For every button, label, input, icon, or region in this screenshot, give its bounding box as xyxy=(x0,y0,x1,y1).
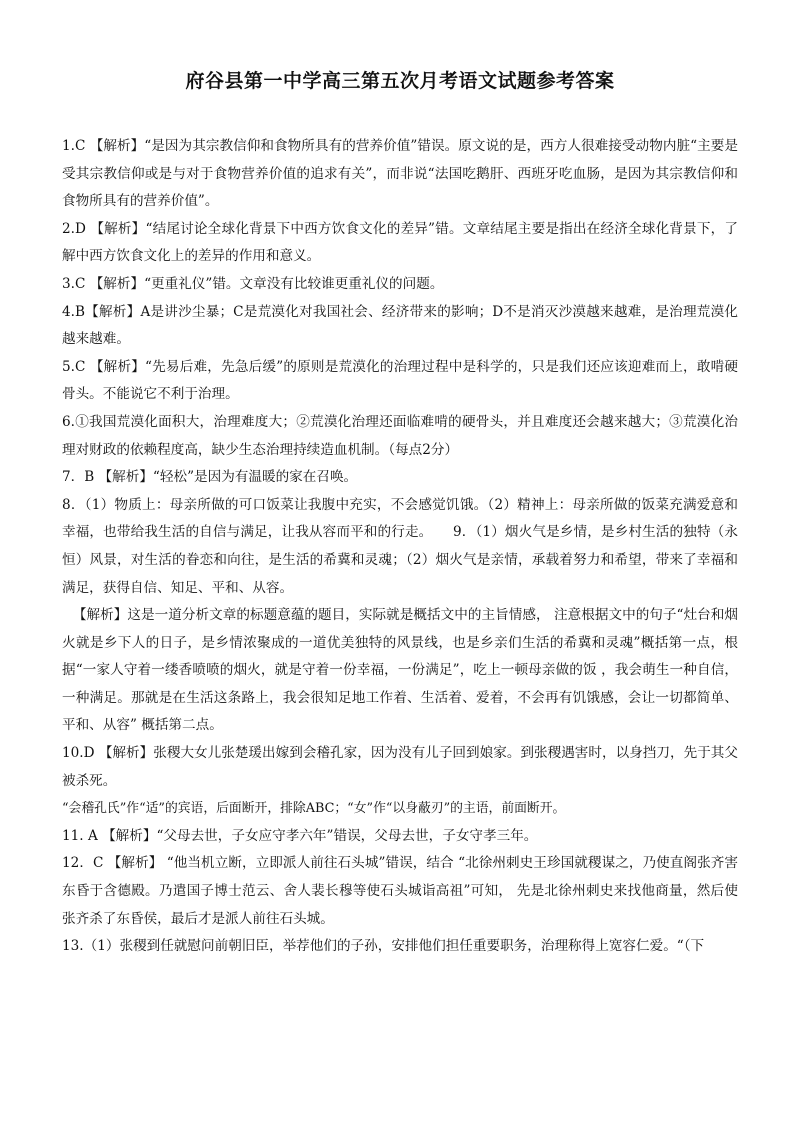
answer-10: 10.D 【解析】张稷大女儿张楚瑗出嫁到会稽孔家，因为没有儿子回到娘家。到张稷遇害时，以身挡刀，先于其父被杀死。 xyxy=(62,745,738,789)
answer-1: 1.C 【解析】“是因为其宗教信仰和食物所具有的营养价值”错误。原文说的是，西方人很难接受动物内脏“主要是受其宗教信仰或是与对于食物营养价值的追求有关”，而非说“法国吃鹅肝、西班牙吃血肠，是因为其宗教信仰和食物所具有的营养价值”。 xyxy=(62,138,738,210)
answer-9-analysis: 【解析】这是一道分析文章的标题意蕴的题目，实际就是概括文中的主旨情感， 注意根据文中的句子“灶台和烟火就是乡下人的日子，是乡情浓聚成的一道优美独特的风景线，也是乡亲们生活的希冀和灵魂”概括第一点，根据“一家人守着一缕香喷喷的烟火，就是守着一份幸福，一份满足”，吃上一顿母亲做的饭 ，我会萌生一种自信，一种满足。那就是在生活这条路上，我会很知足地工作着、生活着、爱着，不会再有饥饿感，会让一切都简单、平和、从容” 概括第二点。 xyxy=(62,607,738,734)
answer-8-9: 8．（1）物质上：母亲所做的可口饭菜让我腹中充实，不会感觉饥饿。（2）精神上：母亲所做的饭菜充满爱意和幸福，也带给我生活的自信与满足，让我从容而平和的行走。 9．（1）烟火气是乡情，是乡村生活的独特（永恒）风景，对生活的眷恋和向往，是生活的希冀和灵魂；（2）烟火气是亲情，承载着努力和希望，带来了幸福和满足，获得自信、知足、平和、从容。 xyxy=(62,496,738,596)
answer-2: 2.D 【解析】“结尾讨论全球化背景下中西方饮食文化的差异”错。文章结尾主要是指出在经济全球化背景下，了解中西方饮食文化上的差异的作用和意义。 xyxy=(62,220,738,265)
page-title: 府谷县第一中学高三第五次月考语文试题参考答案 xyxy=(185,70,615,92)
answer-7: 7．B 【解析】“轻松”是因为有温暖的家在召唤。 xyxy=(62,469,358,486)
answer-13: 13.（1）张稷到任就慰问前朝旧臣，举荐他们的子孙，安排他们担任重要职务，治理称得上宽容仁爱。“（下 xyxy=(62,938,705,955)
answer-10-note: “会稽孔氏”作“适”的宾语，后面断开，排除ABC；“女”作“以身蔽刃”的主语，前面断开。 xyxy=(62,801,566,817)
answer-12: 12．C 【解析】 “他当机立断，立即派人前往石头城”错误，结合 “北徐州刺史王珍国就稷谋之，乃使直阁张齐害东昏于含德殿。乃遣国子博士范云、舍人裴长穆等使石头城诣高祖”可知， 先是北徐州刺史来找他商量，然后使张齐杀了东昏侯，最后才是派人前往石头城。 xyxy=(62,855,738,927)
answer-4: 4.B【解析】A是讲沙尘暴；C是荒漠化对我国社会、经济带来的影响；D不是消灭沙漠越来越难，是治理荒漠化越来越难。 xyxy=(62,303,738,348)
answer-5: 5.C 【解析】“先易后难，先急后缓”的原则是荒漠化的治理过程中是科学的，只是我们还应该迎难而上，敢啃硬骨头。不能说它不利于治理。 xyxy=(62,358,738,403)
answer-3: 3.C 【解析】“更重礼仪”错。文章没有比较谁更重礼仪的问题。 xyxy=(62,275,444,292)
answer-11: 11. A 【解析】“父母去世，子女应守孝六年”错误，父母去世，子女守孝三年。 xyxy=(62,827,538,844)
answer-6: 6.①我国荒漠化面积大，治理难度大；②荒漠化治理还面临难啃的硬骨头，并且难度还会越来越大；③荒漠化治理对财政的依赖程度高，缺少生态治理持续造血机制。（每点2分） xyxy=(62,413,738,458)
